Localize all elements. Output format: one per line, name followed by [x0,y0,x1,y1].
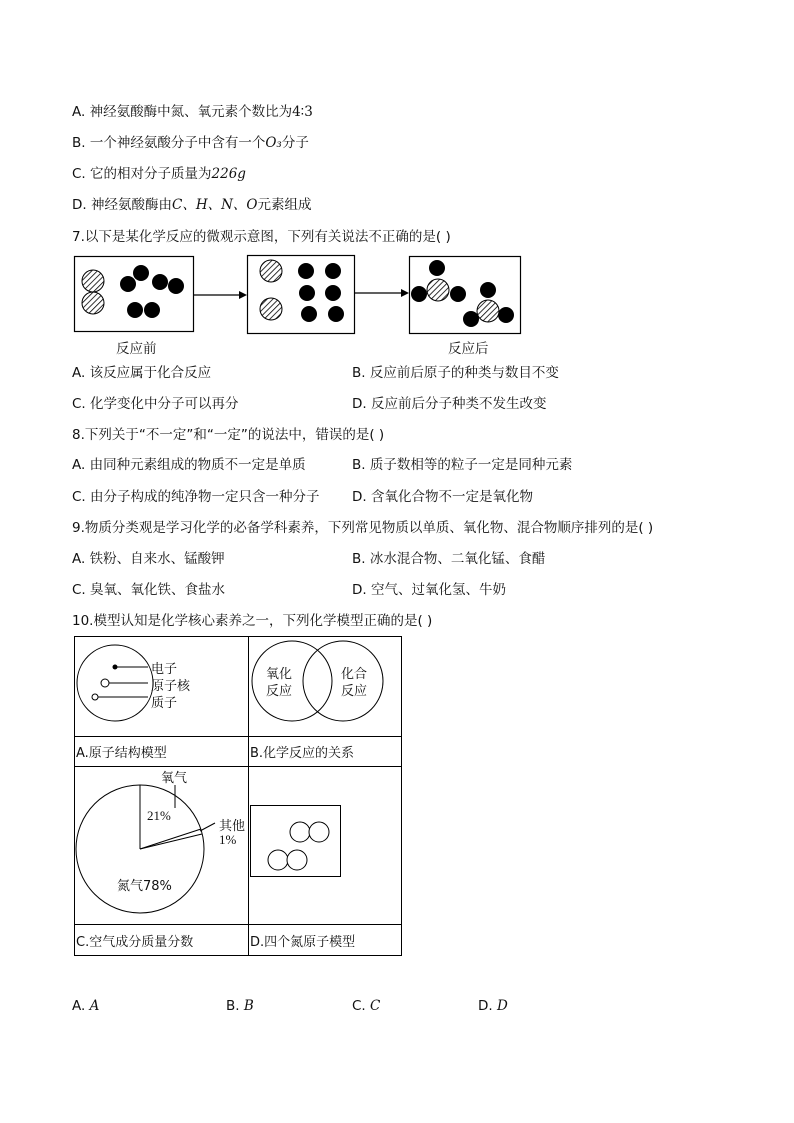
option-letter: A. [72,998,86,1014]
option-math: D [496,998,508,1014]
option-letter: B. [352,551,366,567]
pie-slice-edge [140,829,201,849]
option-letter: A. [72,104,86,120]
option-letter: C. [72,582,86,598]
atom-label-proton: 质子 [151,696,178,711]
option-letter: D. [478,998,493,1014]
option-text: 神经氨酸酶由 [90,197,172,213]
venn-right-label-2: 反应 [341,684,368,699]
caption-a: A.原子结构模型 [76,746,167,761]
option-math: 4∶3 [292,104,313,120]
option-letter: D. [352,396,367,412]
option-text: 冰水混合物、二氧化锰、食醋 [369,551,546,567]
option-math: A [89,998,100,1014]
option-text: 它的相对分子质量为 [90,166,212,182]
pie-label-oxygen-pct: 21% [147,808,171,823]
pie-slice-edge [140,834,202,849]
option-text: 由分子构成的纯净物一定只含一种分子 [90,489,320,505]
pie-label-nitrogen: 氮气78% [117,879,172,894]
q8-stem: 8.下列关于“不一定”和“一定”的说法中，错误的是( ) [72,427,385,443]
option-text: 该反应属于化合反应 [89,365,212,381]
q10-stem: 10.模型认知是化学核心素养之一，下列化学模型正确的是( ) [72,613,433,629]
n-atom-circle [309,822,329,842]
atom-label-nucleus: 原子核 [151,679,191,694]
pie-label-other-pct: 1% [219,832,237,847]
q10-answer-c [352,997,380,1015]
n-atom-circle [287,850,307,870]
option-math: 226g [211,166,246,182]
option-letter: B. [352,457,366,473]
option-letter: A. [72,457,86,473]
option-text: 反应前后原子的种类与数目不变 [369,365,559,381]
option-text: 化学变化中分子可以再分 [90,396,239,412]
option-text: 元素组成 [257,197,312,213]
q10-answer-d [478,997,508,1015]
option-text: 空气、过氧化氢、牛奶 [370,582,506,598]
option-text: 质子数相等的粒子一定是同种元素 [369,457,573,473]
caption-c: C.空气成分质量分数 [76,935,194,950]
option-letter: D. [352,489,367,505]
option-text: 反应前后分子种类不发生改变 [370,396,547,412]
option-letter: B. [72,135,86,151]
nucleus-circle [101,679,109,687]
n-atom-circle [290,822,310,842]
caption-d: D.四个氮原子模型 [250,935,356,950]
option-math: C [370,998,381,1014]
option-letter: D. [72,197,87,213]
option-text: 含氧化合物不一定是氧化物 [370,489,533,505]
option-letter: C. [72,489,86,505]
option-letter: B. [352,365,366,381]
q10-answer-b [226,997,254,1015]
pie-label-oxygen: 氧气 [161,771,188,786]
proton-circle [92,694,98,700]
option-letter: A. [72,551,86,567]
q7-stem: 7.以下是某化学反应的微观示意图，下列有关说法不正确的是( ) [72,229,451,245]
option-letter: C. [72,166,86,182]
option-text: 神经氨酸酶中氮、氧元素个数比为 [89,104,293,120]
option-text: 分子 [281,135,309,151]
option-text: 铁粉、自来水、锰酸钾 [89,551,225,567]
option-letter: C. [352,998,366,1014]
atom-label-electron: 电子 [151,662,178,677]
q9-stem: 9.物质分类观是学习化学的必备学科素养，下列常见物质以单质、氧化物、混合物顺序排列的是( ) [72,520,654,536]
caption-b: B.化学反应的关系 [250,746,355,761]
option-math: C、H、N、O [171,197,258,213]
n-atom-circle [268,850,288,870]
pie-label-other: 其他 [219,819,246,834]
venn-left-label-1: 氧化 [266,667,293,682]
option-letter: D. [352,582,367,598]
venn-left-label-2: 反应 [266,684,293,699]
q10-answer-a [72,997,99,1015]
label-before: 反应前 [116,341,157,357]
option-letter: B. [226,998,240,1014]
option-math: O₃ [265,135,282,151]
label-after: 反应后 [448,341,489,357]
option-letter: C. [72,396,86,412]
option-text: 由同种元素组成的物质不一定是单质 [89,457,306,473]
option-letter: A. [72,365,86,381]
option-math: B [243,998,254,1014]
option-text: 臭氧、氧化铁、食盐水 [90,582,226,598]
venn-right-label-1: 化合 [341,667,368,682]
option-text: 一个神经氨酸分子中含有一个 [89,135,266,151]
leader-line [200,823,215,831]
